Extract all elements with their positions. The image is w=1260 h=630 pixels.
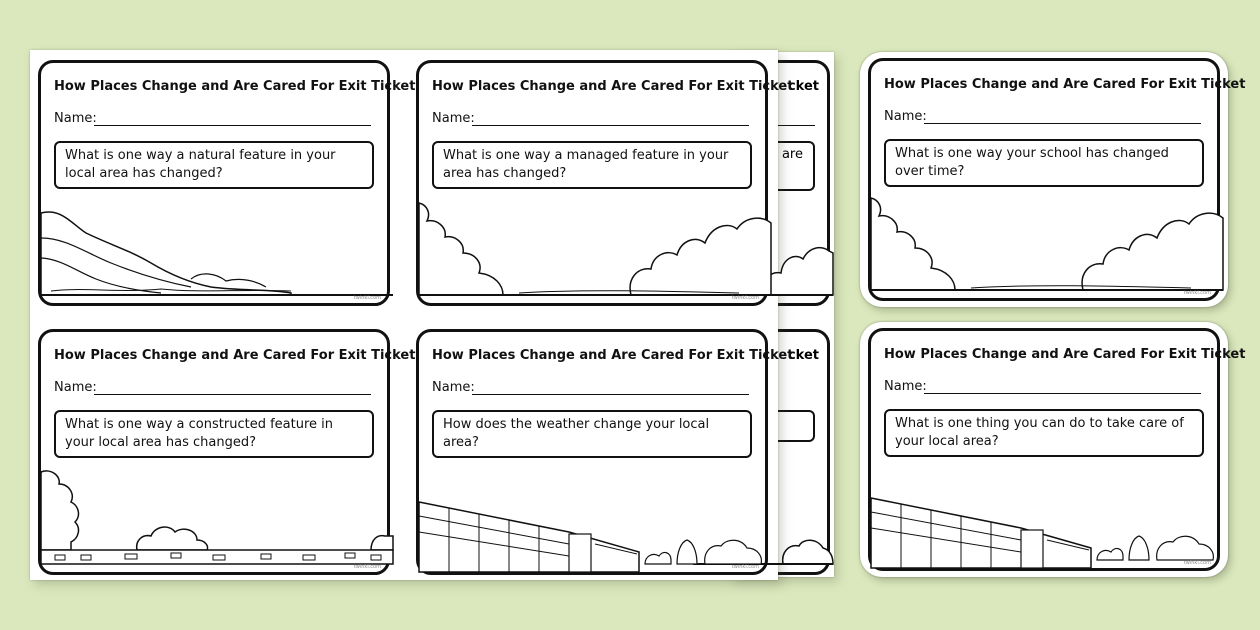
- back-card-title-fragment: cket: [787, 348, 819, 363]
- question-box: What is one thing you can do to take care of your local area?: [884, 409, 1204, 457]
- cliffs-illustration: [41, 183, 393, 303]
- sticker-card: [860, 52, 1246, 307]
- name-writing-line[interactable]: [94, 125, 371, 126]
- card-title: How Places Change and Are Cared For Exit Ticket: [432, 348, 794, 363]
- exit-ticket-card: [38, 329, 416, 575]
- name-label: Name:: [884, 379, 927, 394]
- footer-brand: twinkl.com: [353, 564, 381, 570]
- back-card-question-fragment: are: [781, 147, 803, 162]
- name-row: [54, 380, 371, 398]
- card-title: How Places Change and Are Cared For Exit Ticket: [884, 347, 1246, 362]
- exit-ticket-card: [416, 329, 794, 575]
- question-box: What is one way a natural feature in your local area has changed?: [54, 141, 374, 189]
- exit-ticket-card: [416, 60, 794, 306]
- back-card-title-fragment: cket: [787, 79, 819, 94]
- footer-brand: twinkl.com: [1183, 560, 1211, 566]
- building-illustration: [871, 448, 1223, 568]
- card-title: How Places Change and Are Cared For Exit Ticket: [54, 348, 416, 363]
- question-box: What is one way a constructed feature in your local area has changed?: [54, 410, 374, 458]
- name-label: Name:: [54, 111, 97, 126]
- footer-brand: twinkl.com: [731, 295, 759, 301]
- name-label: Name:: [54, 380, 97, 395]
- footer-brand: twinkl.com: [731, 564, 759, 570]
- building-illustration: [419, 452, 771, 572]
- sticker-card: [860, 322, 1246, 577]
- footer-brand: twinkl.com: [353, 295, 381, 301]
- wall-illustration: [41, 452, 393, 572]
- name-writing-line[interactable]: [472, 125, 749, 126]
- name-row: [884, 379, 1201, 397]
- exit-ticket-card: [868, 328, 1246, 571]
- exit-ticket-card: [38, 60, 416, 306]
- name-writing-line[interactable]: [924, 393, 1201, 394]
- name-row: [432, 111, 749, 129]
- card-title: How Places Change and Are Cared For Exit Ticket: [54, 79, 416, 94]
- exit-ticket-card: [868, 58, 1246, 301]
- bushes-illustration: [419, 183, 771, 303]
- card-title: How Places Change and Are Cared For Exit Ticket: [432, 79, 794, 94]
- question-box: How does the weather change your local area?: [432, 410, 752, 458]
- name-label: Name:: [884, 109, 927, 124]
- card-title: How Places Change and Are Cared For Exit Ticket: [884, 77, 1246, 92]
- bushes-illustration: [871, 178, 1223, 298]
- question-box: What is one way a managed feature in your area has changed?: [432, 141, 752, 189]
- name-row: [54, 111, 371, 129]
- name-writing-line[interactable]: [94, 394, 371, 395]
- question-box: What is one way your school has changed over time?: [884, 139, 1204, 187]
- name-writing-line[interactable]: [924, 123, 1201, 124]
- name-row: [432, 380, 749, 398]
- footer-brand: twinkl.com: [1183, 290, 1211, 296]
- front-sheet: [30, 50, 794, 580]
- name-label: Name:: [432, 111, 475, 126]
- name-label: Name:: [432, 380, 475, 395]
- name-row: [884, 109, 1201, 127]
- name-writing-line[interactable]: [472, 394, 749, 395]
